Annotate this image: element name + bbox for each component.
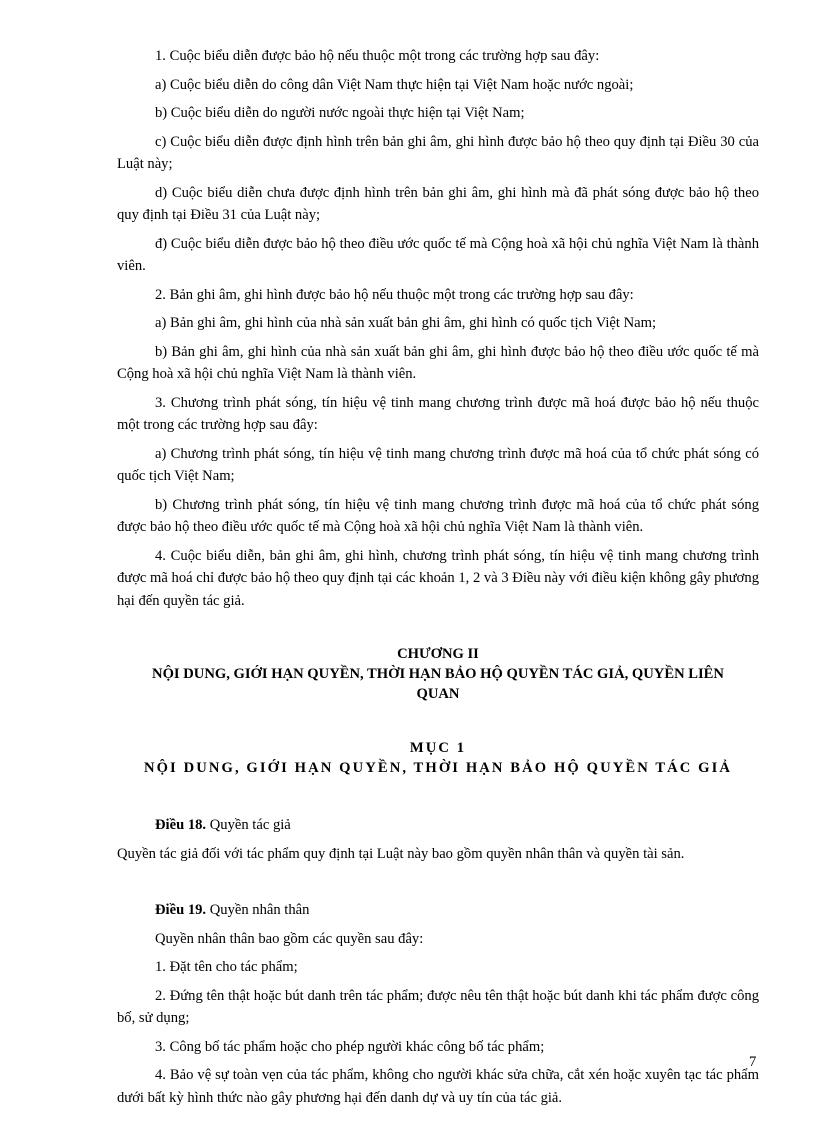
article-19-item-2: 2. Đứng tên thật hoặc bút danh trên tác phẩm; được nêu tên thật hoặc bút danh khi tác phẩm được công bố, sử dụng; (117, 987, 759, 1026)
article-19-number: Điều 19. (155, 902, 207, 918)
clause-1dd: đ) Cuộc biểu diễn được bảo hộ theo điều ước quốc tế mà Cộng hoà xã hội chủ nghĩa Việt Nam là thành viên. (117, 235, 759, 274)
article-18-number: Điều 18. (155, 817, 207, 833)
clause-4: 4. Cuộc biểu diễn, bản ghi âm, ghi hình, chương trình phát sóng, tín hiệu vệ tinh mang chương trình được mã hoá chỉ được bảo hộ theo quy định tại các khoản 1, 2 và 3 Điều này với điều kiện không gây phương hại đến quyền tác giả. (117, 547, 759, 609)
article-18-text: Quyền tác giả đối với tác phẩm quy định tại Luật này bao gồm quyền nhân thân và quyền tài sản. (117, 845, 685, 862)
article-19-item-4: 4. Bảo vệ sự toàn vẹn của tác phẩm, không cho người khác sửa chữa, cắt xén hoặc xuyên tạc tác phẩm dưới bất kỳ hình thức nào gây phương hại đến danh dự và uy tín của tác giả. (117, 1067, 759, 1106)
chapter-label: CHƯƠNG II (397, 646, 479, 662)
clause-3: 3. Chương trình phát sóng, tín hiệu vệ tinh mang chương trình được mã hoá được bảo hộ nếu thuộc một trong các trường hợp sau đây: (117, 394, 759, 433)
clause-1b: b) Cuộc biểu diễn do người nước ngoài thực hiện tại Việt Nam; (155, 105, 525, 121)
clause-3a: a) Chương trình phát sóng, tín hiệu vệ tinh mang chương trình được mã hoá của tổ chức phát sóng có quốc tịch Việt Nam; (117, 445, 759, 484)
clause-1a: a) Cuộc biểu diễn do công dân Việt Nam thực hiện tại Việt Nam hoặc nước ngoài; (155, 76, 634, 93)
article-19-name: Quyền nhân thân (206, 902, 310, 918)
article-19-heading (117, 899, 759, 922)
page-number: 7 (749, 1054, 757, 1070)
article-19-item-3: 3. Công bố tác phẩm hoặc cho phép người khác công bố tác phẩm; (155, 1038, 545, 1055)
article-18-heading (117, 814, 759, 837)
article-19-intro: Quyền nhân thân bao gồm các quyền sau đây: (155, 930, 424, 947)
article-19-item-1: 1. Đặt tên cho tác phẩm; (155, 959, 298, 975)
section-title: NỘI DUNG, GIỚI HẠN QUYỀN, THỜI HẠN BẢO HỘ QUYỀN TÁC GIẢ (143, 760, 733, 776)
clause-1c: c) Cuộc biểu diễn được định hình trên bản ghi âm, ghi hình được bảo hộ theo quy định tại Điều 30 của Luật này; (117, 133, 759, 172)
section-label: MỤC 1 (409, 740, 467, 756)
clause-2a: a) Bản ghi âm, ghi hình của nhà sản xuất bản ghi âm, ghi hình có quốc tịch Việt Nam; (155, 315, 657, 331)
chapter-title-line-2: QUAN (416, 686, 460, 702)
clause-1: 1. Cuộc biểu diễn được bảo hộ nếu thuộc một trong các trường hợp sau đây: (155, 48, 600, 64)
chapter-title-line-1: NỘI DUNG, GIỚI HẠN QUYỀN, THỜI HẠN BẢO HỘ QUYỀN TÁC GIẢ, QUYỀN LIÊN (152, 666, 724, 682)
article-18-name: Quyền tác giả (206, 817, 291, 833)
clause-1d: d) Cuộc biểu diễn chưa được định hình trên bản ghi âm, ghi hình mà đã phát sóng được bảo hộ theo quy định tại Điều 31 của Luật này; (117, 184, 759, 223)
clause-2: 2. Bản ghi âm, ghi hình được bảo hộ nếu thuộc một trong các trường hợp sau đây: (155, 286, 634, 303)
page-content (117, 45, 759, 1109)
clause-2b: b) Bản ghi âm, ghi hình của nhà sản xuất bản ghi âm, ghi hình được bảo hộ theo điều ước quốc tế mà Cộng hoà xã hội chủ nghĩa Việt Nam là thành viên. (117, 343, 759, 382)
clause-3b: b) Chương trình phát sóng, tín hiệu vệ tinh mang chương trình được mã hoá của tổ chức phát sóng được bảo hộ theo điều ước quốc tế mà Cộng hoà xã hội chủ nghĩa Việt Nam là thành viên. (117, 496, 759, 535)
